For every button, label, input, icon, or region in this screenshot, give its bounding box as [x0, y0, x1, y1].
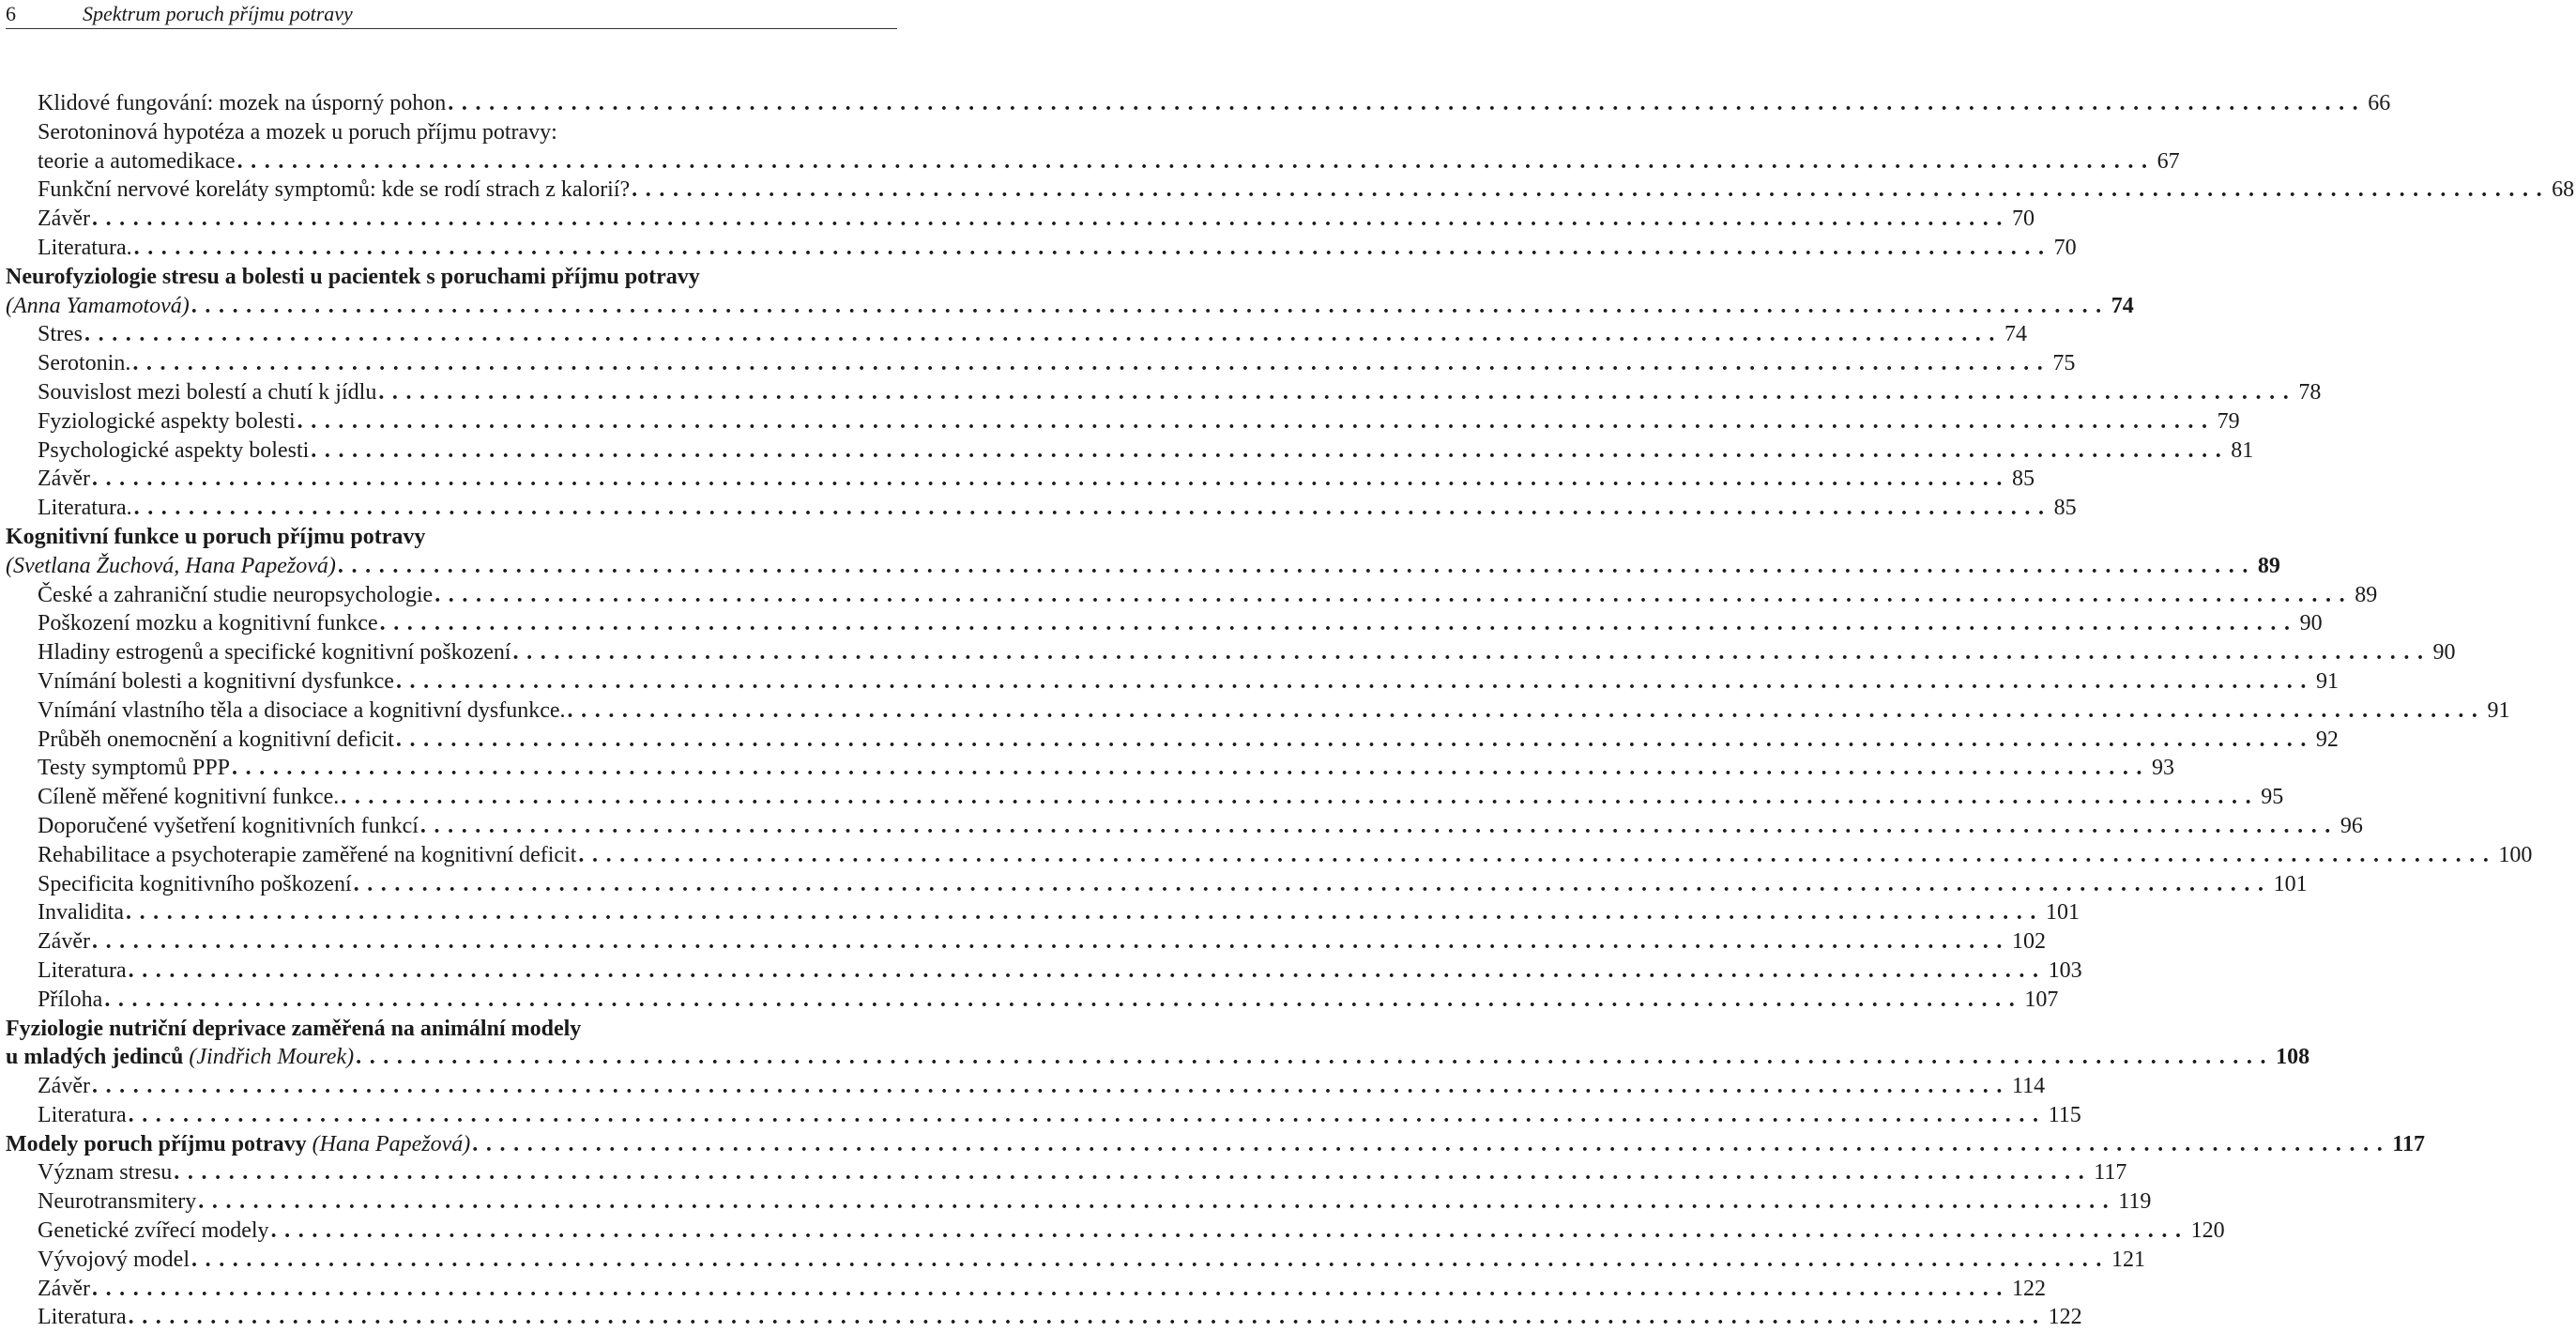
toc-section-entry[interactable] — [0, 378, 2322, 407]
toc-page-number: 90 — [2432, 640, 2456, 666]
toc-entry-label — [38, 494, 132, 523]
toc-entry-label — [38, 841, 576, 870]
toc-section-entry[interactable] — [0, 783, 2284, 812]
toc-leader-dots: ............................................................................................................................................ — [419, 813, 2339, 838]
toc-section-entry[interactable] — [0, 1217, 2225, 1246]
toc-section-entry[interactable] — [0, 1072, 2046, 1101]
toc-page-number: 90 — [2299, 611, 2323, 636]
toc-page-number: 66 — [2368, 91, 2391, 115]
toc-page-number: 103 — [2048, 957, 2082, 983]
toc-chapter-entry[interactable] — [0, 1043, 2310, 1072]
toc-page-number: 75 — [2052, 351, 2076, 376]
toc-leader-dots: ............................................................................................................................................ — [297, 408, 2216, 434]
toc-leader-dots: ............................................................................................................................................ — [91, 929, 2010, 955]
toc-section-entry[interactable] — [0, 667, 2339, 697]
toc-page-number: 102 — [2011, 929, 2046, 955]
toc-section-entry[interactable] — [0, 436, 2254, 466]
toc-page-number: 93 — [2152, 756, 2175, 781]
toc-section-entry[interactable] — [0, 898, 2080, 927]
toc-page-number: 89 — [2257, 553, 2280, 578]
toc-section-entry[interactable] — [0, 465, 2035, 494]
toc-entry-author: (Svetlana Žuchová, Hana Papežová) — [6, 553, 336, 578]
toc-section-entry[interactable] — [0, 1246, 2145, 1275]
toc-entry-label — [38, 1246, 190, 1275]
toc-page-number: 120 — [2190, 1218, 2225, 1244]
toc-section-entry[interactable] — [0, 1275, 2046, 1304]
toc-entry-title: Literatura. — [38, 496, 132, 521]
toc-leader-dots: ............................................................................................................................................ — [104, 987, 2023, 1012]
toc-leader-dots: ............................................................................................................................................ — [125, 900, 2044, 926]
toc-page-number: 107 — [2024, 987, 2059, 1012]
toc-page-number: 67 — [2157, 148, 2180, 174]
toc-entry-label — [38, 697, 566, 726]
toc-section-entry[interactable] — [0, 1158, 2127, 1187]
running-head — [6, 0, 897, 29]
toc-leader-dots: ............................................................................................................................................ — [133, 496, 2052, 521]
toc-leader-dots: ............................................................................................................................................ — [91, 467, 2010, 492]
toc-entry-label — [6, 1130, 470, 1159]
toc-entry-label — [38, 1275, 90, 1304]
toc-entry-author: (Anna Yamamotová) — [6, 293, 190, 318]
toc-page-number: 81 — [2231, 437, 2254, 463]
toc-entry-title: Poškození mozku a kognitivní funkce — [38, 611, 378, 636]
toc-leader-dots: ............................................................................................................................................ — [84, 322, 2003, 347]
toc-entry-title: u mladých jedinců — [6, 1045, 184, 1070]
toc-entry-label — [38, 436, 309, 466]
toc-section-entry[interactable] — [0, 118, 901, 147]
toc-entry-label — [38, 581, 433, 610]
toc-page-number: 119 — [2118, 1189, 2152, 1215]
toc-entry-label — [38, 957, 127, 986]
toc-entry-label — [38, 1187, 196, 1217]
toc-section-entry[interactable] — [0, 176, 2575, 205]
toc-leader-dots: ............................................................................................................................................ — [395, 668, 2314, 694]
toc-page-number: 74 — [2111, 293, 2134, 318]
toc-entry-label — [6, 292, 190, 321]
toc-entry-title: Literatura. — [38, 235, 132, 260]
toc-entry-title: Vnímání vlastního těla a disociace a kognitivní dysfunkce. — [38, 697, 566, 723]
toc-entry-title: Cíleně měřené kognitivní funkce. — [38, 785, 340, 810]
toc-entry-label — [38, 1072, 90, 1101]
toc-entry-label — [38, 234, 132, 263]
toc-entry-title: České a zahraniční studie neuropsychologie — [38, 582, 434, 607]
toc-chapter-entry[interactable] — [0, 552, 2280, 581]
toc-section-entry[interactable] — [0, 581, 2378, 610]
toc-page-number: 96 — [2340, 813, 2363, 838]
toc-entry-title: Invalidita — [38, 900, 124, 926]
toc-page-number: 85 — [2011, 467, 2035, 492]
toc-entry-label — [38, 89, 446, 118]
toc-leader-dots: ............................................................................................................................................ — [128, 957, 2047, 983]
toc-leader-dots: ............................................................................................................................................ — [567, 697, 2486, 723]
toc-entry-title: Příloha — [38, 987, 103, 1012]
toc-entry-label — [38, 1158, 172, 1187]
toc-entry-title: Fyziologie nutriční deprivace zaměřená na animální modely — [6, 1016, 582, 1041]
toc-entry-title: Funkční nervové koreláty symptomů: kde se rodí strach z kalorií? — [38, 177, 631, 203]
toc-page-number: 108 — [2276, 1045, 2310, 1070]
toc-entry-title: Genetické zvířecí modely — [38, 1218, 269, 1244]
toc-page-number: 100 — [2498, 842, 2533, 867]
page-number: 6 — [6, 2, 16, 25]
toc-page-number: 68 — [2552, 177, 2575, 203]
toc-page-number: 78 — [2298, 379, 2322, 405]
toc-page-number: 114 — [2011, 1074, 2046, 1099]
toc-entry-title: Literatura — [38, 1102, 127, 1127]
toc-leader-dots: ............................................................................................................................................ — [128, 1102, 2047, 1127]
toc-page-number: 91 — [2315, 668, 2339, 694]
toc-entry-title: Závěr — [38, 929, 90, 955]
toc-section-entry[interactable] — [0, 927, 2046, 957]
toc-leader-dots: ............................................................................................................................................ — [578, 842, 2497, 867]
toc-entry-label — [6, 1017, 581, 1041]
toc-entry-label — [38, 465, 90, 494]
toc-section-entry[interactable] — [0, 494, 2077, 523]
toc-entry-title: Význam stresu — [38, 1160, 173, 1186]
toc-entry-title: teorie a automedikace — [38, 148, 236, 174]
toc-leader-dots: ............................................................................................................................................ — [91, 207, 2010, 232]
toc-section-entry[interactable] — [0, 205, 2035, 234]
table-of-contents — [0, 89, 2575, 1332]
toc-entry-title: Neurofyziologie stresu a bolesti u pacientek s poruchami příjmu potravy — [6, 264, 700, 289]
toc-chapter-entry[interactable] — [0, 1130, 2425, 1159]
toc-page-number: 89 — [2355, 582, 2378, 607]
toc-entry-title: Psychologické aspekty bolesti — [38, 437, 310, 463]
toc-entry-label — [38, 726, 394, 755]
toc-entry-label — [38, 1101, 127, 1130]
toc-page-number: 74 — [2004, 322, 2027, 347]
toc-leader-dots: ............................................................................................................................................ — [395, 727, 2314, 752]
toc-entry-label — [38, 898, 124, 927]
toc-entry-label — [38, 349, 130, 378]
toc-entry-title: Testy symptomů PPP — [38, 756, 231, 781]
toc-entry-label — [38, 205, 90, 234]
toc-page-number: 95 — [2261, 785, 2284, 810]
toc-leader-dots: ............................................................................................................................................ — [337, 553, 2256, 578]
toc-leader-dots: ............................................................................................................................................ — [91, 1276, 2010, 1301]
toc-page-number: 79 — [2217, 408, 2240, 434]
toc-page-number: 70 — [2053, 235, 2077, 260]
running-title: Spektrum poruch příjmu potravy — [83, 2, 353, 25]
toc-leader-dots: ............................................................................................................................................ — [232, 756, 2151, 781]
toc-leader-dots: ............................................................................................................................................ — [632, 177, 2551, 203]
toc-leader-dots: ............................................................................................................................................ — [132, 351, 2051, 376]
toc-entry-title: Stres — [38, 322, 83, 347]
toc-section-entry[interactable] — [0, 1303, 2082, 1332]
toc-entry-title: Závěr — [38, 467, 90, 492]
toc-page-number: 117 — [2392, 1131, 2425, 1156]
toc-leader-dots: ............................................................................................................................................ — [448, 91, 2367, 115]
toc-entry-title: Literatura — [38, 957, 127, 983]
toc-leader-dots: ............................................................................................................................................ — [174, 1160, 2093, 1186]
toc-section-entry[interactable] — [0, 1101, 2081, 1130]
toc-leader-dots: ............................................................................................................................................ — [270, 1218, 2189, 1244]
toc-entry-title: Fyziologické aspekty bolesti — [38, 408, 296, 434]
toc-entry-label — [38, 1303, 127, 1332]
toc-entry-author: (Hana Papežová) — [312, 1131, 471, 1156]
toc-leader-dots: ............................................................................................................................................ — [379, 611, 2298, 636]
toc-chapter-entry[interactable] — [0, 263, 901, 292]
toc-section-entry[interactable] — [0, 638, 2456, 667]
toc-section-entry[interactable] — [0, 841, 2533, 870]
toc-entry-label — [38, 783, 339, 812]
toc-entry-label — [38, 870, 352, 899]
toc-leader-dots: ............................................................................................................................................ — [378, 379, 2297, 405]
toc-chapter-entry[interactable] — [0, 1015, 901, 1044]
toc-leader-dots: ............................................................................................................................................ — [512, 640, 2431, 666]
toc-section-entry[interactable] — [0, 1187, 2152, 1217]
toc-section-entry[interactable] — [0, 986, 2059, 1015]
toc-entry-title: Doporučené vyšetření kognitivních funkcí — [38, 813, 419, 838]
toc-entry-title: Rehabilitace a psychoterapie zaměřené na kognitivní deficit — [38, 842, 577, 867]
toc-entry-title: Hladiny estrogenů a specifické kognitivní poškození — [38, 640, 511, 666]
toc-section-entry[interactable] — [0, 147, 2180, 176]
toc-entry-label — [38, 147, 236, 176]
toc-page-number: 101 — [2045, 900, 2080, 926]
toc-section-entry[interactable] — [0, 234, 2077, 263]
toc-entry-label — [38, 812, 419, 841]
toc-page-number: 122 — [2048, 1305, 2082, 1330]
toc-entry-label — [6, 265, 700, 289]
toc-entry-author: (Jindřich Mourek) — [189, 1045, 355, 1070]
toc-entry-label — [38, 320, 83, 349]
toc-leader-dots: ............................................................................................................................................ — [236, 148, 2156, 174]
toc-entry-label — [38, 1217, 269, 1246]
toc-section-entry[interactable] — [0, 407, 2240, 436]
toc-leader-dots: ............................................................................................................................................ — [434, 582, 2354, 607]
toc-leader-dots: ............................................................................................................................................ — [472, 1131, 2391, 1156]
toc-entry-label — [38, 638, 511, 667]
toc-page-number: 92 — [2315, 727, 2339, 752]
toc-leader-dots: ............................................................................................................................................ — [191, 293, 2110, 318]
toc-entry-label — [38, 378, 376, 407]
toc-entry-title: Závěr — [38, 207, 90, 232]
toc-leader-dots: ............................................................................................................................................ — [191, 1247, 2110, 1272]
toc-entry-label — [6, 1043, 354, 1072]
toc-page-number: 85 — [2053, 496, 2077, 521]
toc-leader-dots: ............................................................................................................................................ — [128, 1305, 2047, 1330]
toc-section-entry[interactable] — [0, 870, 2308, 899]
toc-chapter-entry[interactable] — [0, 292, 2134, 321]
toc-leader-dots: ............................................................................................................................................ — [341, 785, 2260, 810]
toc-section-entry[interactable] — [0, 89, 2391, 118]
toc-entry-title: Specificita kognitivního poškození — [38, 871, 352, 896]
toc-page-number: 101 — [2273, 871, 2308, 896]
toc-leader-dots: ............................................................................................................................................ — [198, 1189, 2117, 1215]
toc-entry-label — [38, 986, 102, 1015]
toc-page-number: 91 — [2487, 697, 2510, 723]
toc-entry-title: Klidové fungování: mozek na úsporný pohon — [38, 91, 447, 115]
toc-entry-title: Serotonin. — [38, 351, 131, 376]
toc-section-entry[interactable] — [0, 349, 2076, 378]
toc-leader-dots: ............................................................................................................................................ — [91, 1074, 2010, 1099]
toc-entry-label — [38, 609, 378, 638]
toc-section-entry[interactable] — [0, 754, 2175, 783]
toc-page-number: 70 — [2011, 207, 2035, 232]
toc-entry-label — [38, 927, 90, 957]
toc-leader-dots: ............................................................................................................................................ — [133, 235, 2052, 260]
toc-section-entry[interactable] — [0, 957, 2082, 986]
toc-entry-title: Závěr — [38, 1074, 90, 1099]
toc-entry-title: Kognitivní funkce u poruch příjmu potravy — [6, 524, 426, 549]
toc-entry-title: Souvislost mezi bolestí a chutí k jídlu — [38, 379, 377, 405]
toc-entry-title: Neurotransmitery — [38, 1189, 197, 1215]
toc-entry-title: Modely poruch příjmu potravy — [6, 1131, 307, 1156]
toc-entry-title: Závěr — [38, 1276, 90, 1301]
toc-entry-label — [6, 525, 425, 549]
toc-section-entry[interactable] — [0, 320, 2027, 349]
toc-entry-label — [38, 176, 630, 205]
toc-entry-label — [38, 407, 296, 436]
toc-leader-dots: ............................................................................................................................................ — [356, 1045, 2275, 1070]
toc-entry-label — [38, 120, 557, 145]
toc-section-entry[interactable] — [0, 609, 2323, 638]
toc-entry-title: Serotoninová hypotéza a mozek u poruch příjmu potravy: — [38, 119, 557, 145]
toc-section-entry[interactable] — [0, 697, 2510, 726]
toc-section-entry[interactable] — [0, 812, 2363, 841]
toc-entry-label — [38, 754, 230, 783]
toc-entry-label — [6, 552, 336, 581]
toc-chapter-entry[interactable] — [0, 523, 901, 552]
toc-entry-title: Vývojový model — [38, 1247, 190, 1272]
toc-entry-label — [38, 667, 394, 697]
toc-leader-dots: ............................................................................................................................................ — [353, 871, 2272, 896]
toc-page-number: 121 — [2111, 1247, 2145, 1272]
toc-entry-title: Průběh onemocnění a kognitivní deficit — [38, 727, 394, 752]
toc-page-number: 122 — [2011, 1276, 2046, 1301]
toc-entry-title: Literatura — [38, 1305, 127, 1330]
toc-page-number: 115 — [2048, 1102, 2081, 1127]
toc-entry-title: Vnímání bolesti a kognitivní dysfunkce — [38, 668, 394, 694]
toc-leader-dots: ............................................................................................................................................ — [311, 437, 2230, 463]
toc-section-entry[interactable] — [0, 726, 2339, 755]
toc-page-number: 117 — [2094, 1160, 2127, 1186]
